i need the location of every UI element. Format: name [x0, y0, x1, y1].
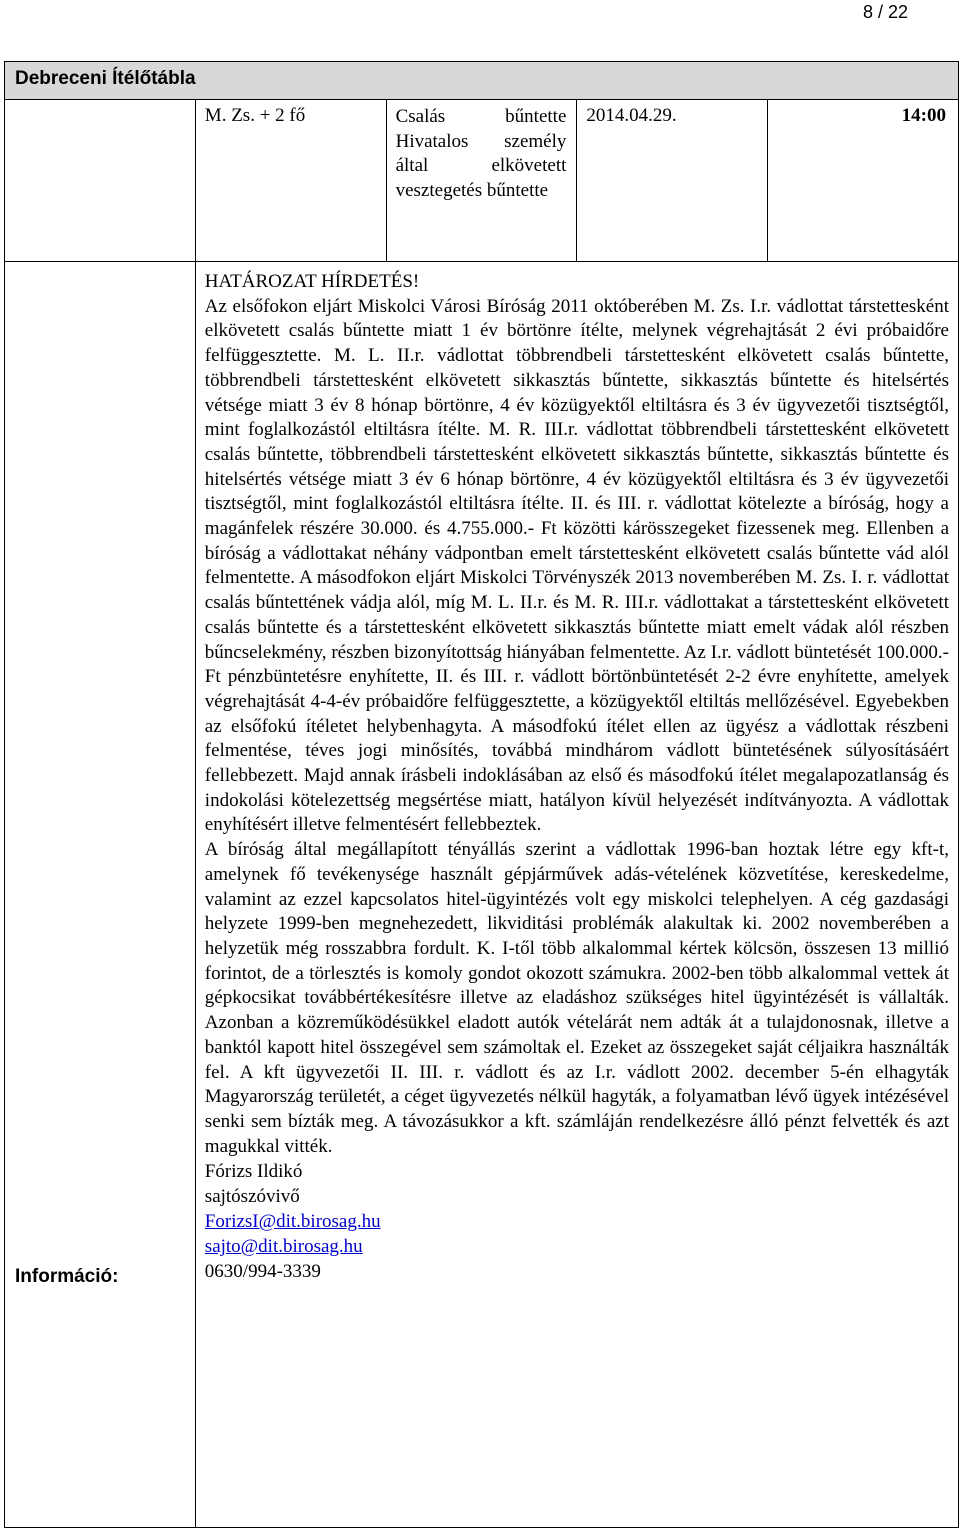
case-empty-cell: [5, 100, 196, 262]
contact-block: [205, 1159, 949, 1284]
info-body: [195, 262, 958, 1528]
case-row: [5, 100, 959, 262]
case-charge: Csalás bűntette Hivatalos személy által elkövetett vesztegetés bűntette: [386, 100, 577, 262]
case-date: 2014.04.29.: [577, 100, 768, 262]
court-header-row: [5, 62, 959, 100]
contact-phone: 0630/994-3339: [204, 1261, 321, 1283]
case-time: 14:00: [768, 100, 959, 262]
contact-email-link[interactable]: ForizsI@dit.birosag.hu: [204, 1211, 381, 1233]
page-number: 8 / 22: [862, 2, 908, 22]
info-paragraph-1: Az elsőfokon eljárt Miskolci Városi Bíróság 2011 októberében M. Zs. I.r. vádlottat társtettesként elkövetett csalás bűntette miatt 1 év börtönre ítélte, melynek végrehajtását 2 évi próbaidőre felfüggesztette. M. L. II.r. vádlottat többrendbeli társtettesként elkövetett csalás bűntette, többrendbeli társtettesként elkövetett sikkasztás bűntette, sikkasztás bűntette és hitelsértés vétsége miatt 3 év 8 hónap börtönre, 4 év közügyektől eltiltásra és 3 év ügyvezetői tisztségtől, mint foglalkozástól eltiltásra ítélte. M. R. III.r. vádlottat többrendbeli társtettesként elkövetett csalás bűntette, többrendbeli társtettesként elkövetett sikkasztás bűntette, sikkasztás bűntette és hitelsértés vétsége miatt 3 év 6 hónap börtönre, 4 év közügyektől eltiltásra és 3 év ügyvezetői tisztségtől, mint foglalkozástól eltiltásra ítélte. II. és III. r. vádlottat kötelezte a bíróság, hogy a magánfelek részére 30.000. és 4.755.000.- Ft közötti kárösszegeket fizessenek meg. Ellenben a bíróság a vádlottakat néhány vádpontban emelt társtettesként elkövetett csalás bűntette vád alól felmentette. A másodfokon eljárt Miskolci Törvényszék 2013 novemberében M. Zs. I. r. vádlottat csalás bűntettének vádja alól, míg M. L. II.r. és M. R. III.r. vádlottakat a társtettesként elkövetett csalás bűntette és a társtettesként elkövetett sikkasztás bűntette miatt emelt vádak alól részben bűncselekmény, részben bizonyítottság hiányában felmentette. Az I.r. vádlott büntetését 100.000.- Ft pénzbüntetésre enyhítette, II. és III. r. vádlott börtönbüntetését 2-2 évre enyhítette, amelyek végrehajtását 4-4-év próbaidőre felfüggesztette, a közügyektől eltiltás mellőzésével. Egyebekben az elsőfokú ítéletet helybenhagyta. A másodfokú ítélet ellen az ügyész a vádlottak részbeni felmentése, téves jogi minősítés, továbbá mindhárom vádlott büntetésének súlyosításáért fellebbezett. Majd annak írásbeli indoklásában az első és másodfokú ítélet megalapozatlanság és indokolási kötelezettség megsértése miatt, hatályon kívül helyezését indítványozta. A vádlottak enyhítésért illetve felmentésért fellebbeztek.: [204, 295, 949, 836]
court-name: Debreceni Ítélőtábla: [5, 62, 959, 100]
info-row: [5, 262, 959, 1528]
info-label-cell: [5, 262, 196, 1528]
contact-name: Fórizs Ildikó: [204, 1161, 303, 1183]
info-heading: HATÁROZAT HÍRDETÉS!: [204, 271, 420, 292]
info-paragraph-2: A bíróság által megállapított tényállás szerint a vádlottak 1996-ban hoztak létre egy kft-t, amelynek fő tevékenysége használt gépjárművek adás-vételének közvetítése, kereskedelme, valamint az ezzel kapcsolatos hitel-ügyintézés volt egy miskolci telephelyen. A cég gazdasági helyzete 1999-ben megnehezedett, likviditási problémák alakultak ki. 2002 novemberében a helyzetük még rosszabbra fordult. K. I-től több alkalommal kértek kölcsön, összesen 13 millió forintot, de a törlesztés is komoly gondot okozott számukra. 2002-ben több alkalommal vettek át gépkocsikat továbbértékesítésre illetve az eladáshoz szükséges hitel ügyintézését is vállalták. Azonban a közreműködésükkel eladott autók vételárát nem adták át a tulajdonosnak, illetve a banktól kapott hitel összegével sem számoltak el. Ezeket az összegeket saját céljaikra használták fel. A kft ügyvezetői II. III. r. vádlott és az I.r. vádlott 2002. december 5-én elhagyták Magyarország területét, a céget ügyvezetés nélkül hagyták, a folyamatban lévő ügyek intézésével senki sem bízták meg. A távozásukkor a kft. számláján rendelkezésre álló pénzt felvették és azt magukkal vitték.: [204, 839, 949, 1157]
court-hearing-table: [4, 61, 959, 1528]
info-label: Információ:: [15, 1266, 119, 1287]
contact-role: sajtószóvivő: [204, 1186, 300, 1208]
press-email-link[interactable]: sajto@dit.birosag.hu: [204, 1236, 363, 1258]
case-defendants: M. Zs. + 2 fő: [195, 100, 386, 262]
